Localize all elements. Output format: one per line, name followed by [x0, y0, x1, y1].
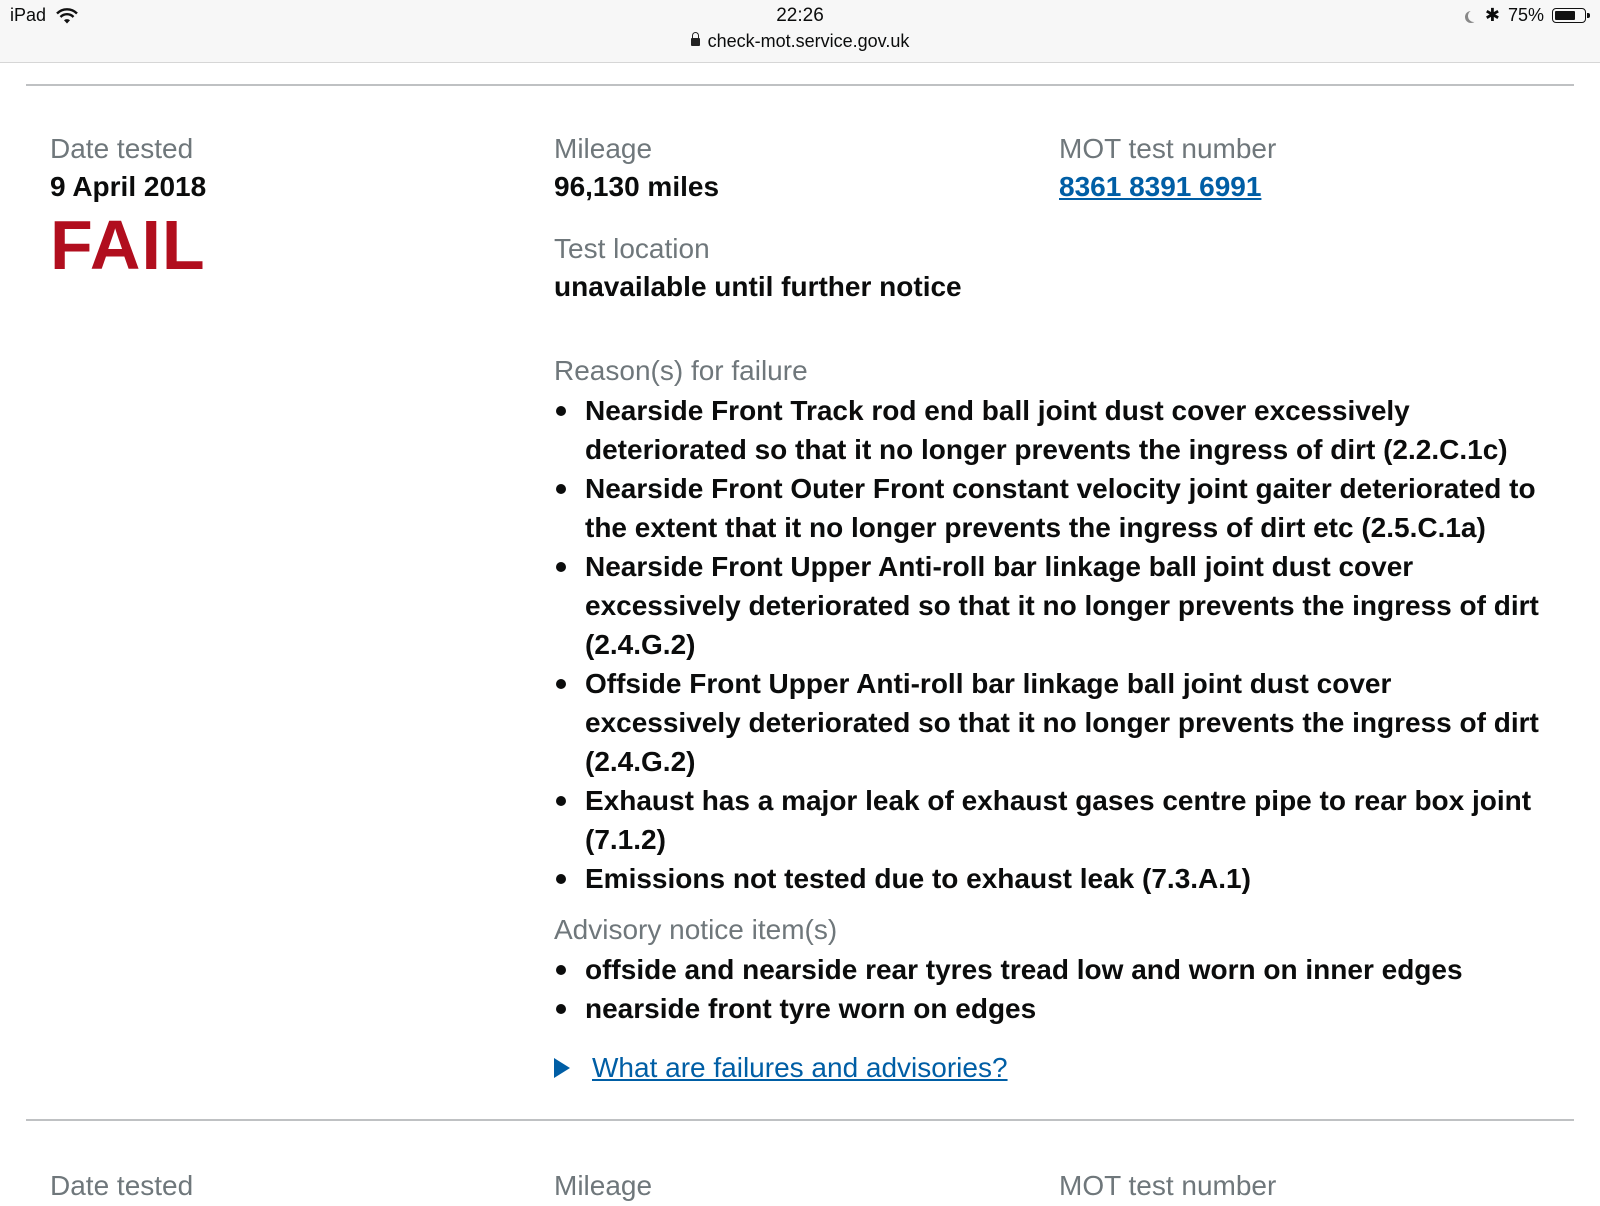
bullet-icon — [556, 406, 566, 416]
bullet-icon — [556, 1004, 566, 1014]
failure-item — [554, 469, 1544, 547]
url-text: check-mot.service.gov.uk — [707, 31, 910, 51]
failures-list — [554, 391, 1544, 898]
test-number-link[interactable]: 8361 8391 6991 — [1059, 171, 1262, 202]
failure-item-text: Emissions not tested due to exhaust leak (7.3.A.1) — [585, 863, 1251, 894]
next-date-label: Date tested — [50, 1170, 194, 1201]
result-status: FAIL — [50, 206, 206, 284]
bullet-icon — [556, 484, 566, 494]
advisory-item-text: offside and nearside rear tyres tread low and worn on inner edges — [585, 954, 1463, 985]
divider-top — [26, 84, 1574, 86]
failure-item — [554, 859, 1544, 898]
failure-item — [554, 664, 1544, 781]
disclosure-triangle-icon[interactable] — [554, 1058, 570, 1078]
advisories-heading: Advisory notice item(s) — [554, 914, 838, 945]
mileage-value: 96,130 miles — [554, 171, 720, 202]
failures-advisories-details[interactable] — [554, 1052, 1008, 1084]
battery-fill — [1555, 11, 1575, 20]
bullet-icon — [556, 679, 566, 689]
device-name: iPad — [10, 5, 47, 25]
failure-item-text: Exhaust has a major leak of exhaust gases centre pipe to rear box joint (7.1.2) — [585, 785, 1532, 855]
next-mileage-label: Mileage — [554, 1170, 653, 1201]
mileage-label: Mileage — [554, 133, 653, 164]
failures-heading: Reason(s) for failure — [554, 355, 808, 386]
failure-item-text: Offside Front Upper Anti-roll bar linkage ball joint dust cover excessively deteriorated so that it no longer prevents the ingress of dirt (2.4.G.2) — [585, 668, 1539, 777]
failure-item — [554, 547, 1544, 664]
test-location-value: unavailable until further notice — [554, 271, 962, 302]
bluetooth-icon: ✱ — [1484, 5, 1500, 25]
failure-item-text: Nearside Front Outer Front constant velocity joint gaiter deteriorated to the extent that it no longer prevents the ingress of dirt etc (2.5.C.1a) — [585, 473, 1536, 543]
clock: 22:26 — [776, 5, 824, 26]
advisory-item — [554, 989, 1544, 1028]
bullet-icon — [556, 562, 566, 572]
status-bar — [0, 0, 1600, 63]
bullet-icon — [556, 874, 566, 884]
date-tested-value: 9 April 2018 — [50, 171, 207, 202]
failure-item — [554, 781, 1544, 859]
advisory-item — [554, 950, 1544, 989]
details-link[interactable]: What are failures and advisories? — [592, 1052, 1008, 1083]
moon-icon — [1468, 10, 1480, 22]
lock-icon — [691, 38, 700, 46]
failure-item-text: Nearside Front Track rod end ball joint dust cover excessively deteriorated so that it no longer prevents the ingress of dirt (2.2.C.1c) — [585, 395, 1508, 465]
address-bar[interactable] — [0, 31, 1600, 52]
divider-bottom — [26, 1119, 1574, 1121]
advisories-list — [554, 950, 1544, 1028]
battery-icon — [1552, 8, 1586, 23]
status-right — [1465, 5, 1586, 26]
battery-percent: 75% — [1507, 5, 1544, 25]
next-test-number-label: MOT test number — [1059, 1170, 1277, 1201]
failure-item — [554, 391, 1544, 469]
bullet-icon — [556, 965, 566, 975]
bullet-icon — [556, 796, 566, 806]
advisory-item-text: nearside front tyre worn on edges — [585, 993, 1037, 1024]
test-number-label: MOT test number — [1059, 133, 1277, 164]
failure-item-text: Nearside Front Upper Anti-roll bar linkage ball joint dust cover excessively deteriorated so that it no longer prevents the ingress of dirt (2.4.G.2) — [585, 551, 1539, 660]
test-location-label: Test location — [554, 233, 710, 264]
date-tested-label: Date tested — [50, 133, 194, 164]
